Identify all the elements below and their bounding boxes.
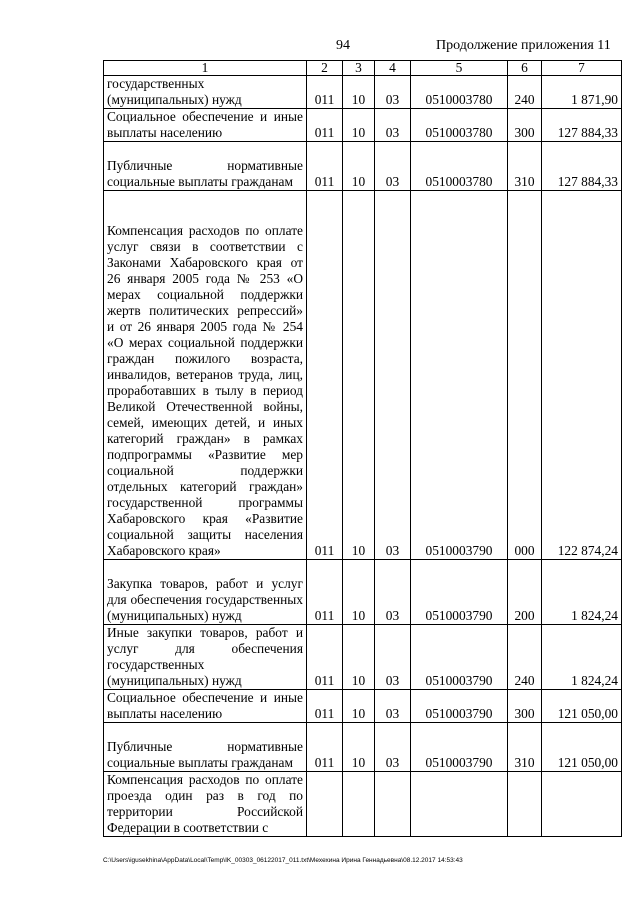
- expense-type-code: 000: [508, 191, 542, 560]
- amount: 122 874,24: [542, 191, 622, 560]
- target-code: 0510003780: [411, 76, 508, 109]
- table-row: [104, 76, 622, 109]
- continuation-label: Продолжение приложения 11: [436, 38, 611, 53]
- amount: 1 824,24: [542, 560, 622, 625]
- column-number-row: [104, 61, 622, 76]
- table-row: [104, 690, 622, 723]
- ministry-code: [307, 772, 343, 837]
- expense-type-code: 240: [508, 76, 542, 109]
- expense-type-code: 310: [508, 142, 542, 191]
- amount: [542, 772, 622, 837]
- expense-name: Закупка товаров, работ и услуг для обеспечения государственных (муниципальных) нужд: [104, 560, 307, 625]
- amount: 1 824,24: [542, 625, 622, 690]
- expense-name: Публичные нормативные социальные выплаты гражданам: [104, 723, 307, 772]
- subsection-code: 03: [375, 625, 411, 690]
- amount: 121 050,00: [542, 690, 622, 723]
- expense-name: государственных (муниципальных) нужд: [104, 76, 307, 109]
- section-code: 10: [343, 191, 375, 560]
- table-row: [104, 191, 622, 560]
- expense-type-code: 240: [508, 625, 542, 690]
- expense-type-code: 200: [508, 560, 542, 625]
- section-code: [343, 772, 375, 837]
- section-code: 10: [343, 142, 375, 191]
- amount: 1 871,90: [542, 76, 622, 109]
- table-row: [104, 142, 622, 191]
- expense-type-code: 300: [508, 690, 542, 723]
- column-number: 2: [307, 61, 343, 76]
- table-row: [104, 560, 622, 625]
- subsection-code: 03: [375, 723, 411, 772]
- target-code: 0510003790: [411, 560, 508, 625]
- ministry-code: 011: [307, 560, 343, 625]
- expense-type-code: [508, 772, 542, 837]
- target-code: 0510003790: [411, 723, 508, 772]
- expense-name: Иные закупки товаров, работ и услуг для обеспечения государственных (муниципальных) нужд: [104, 625, 307, 690]
- ministry-code: 011: [307, 142, 343, 191]
- expense-name: Компенсация расходов по оплате проезда один раз в год по территории Российской Федерации в соответствии с: [104, 772, 307, 837]
- subsection-code: [375, 772, 411, 837]
- section-code: 10: [343, 723, 375, 772]
- ministry-code: 011: [307, 625, 343, 690]
- table-row: [104, 772, 622, 837]
- expense-name: Социальное обеспечение и иные выплаты населению: [104, 109, 307, 142]
- subsection-code: 03: [375, 690, 411, 723]
- column-number: 1: [104, 61, 307, 76]
- ministry-code: 011: [307, 109, 343, 142]
- amount: 127 884,33: [542, 109, 622, 142]
- column-number: 5: [411, 61, 508, 76]
- section-code: 10: [343, 76, 375, 109]
- expense-name: Социальное обеспечение и иные выплаты населению: [104, 690, 307, 723]
- column-number: 6: [508, 61, 542, 76]
- expense-name: Компенсация расходов по оплате услуг связи в соответствии с Законами Хабаровского края от 26 января 2005 года № 253 «О мерах социальной поддержки жертв политических репрессий» и от 26 января 2005 года № 254 «О мерах социальной поддержки граждан пожилого возраста, инвалидов, ветеранов труда, лиц, проработавших в тылу в период Великой Отечественной войны, семей, имеющих детей, и иных категорий граждан» в рамках подпрограммы «Развитие мер социальной поддержки отдельных категорий граждан» государственной программы Хабаровского края «Развитие социальной защиты населения Хабаровского края»: [104, 191, 307, 560]
- budget-table: [103, 60, 622, 837]
- target-code: 0510003790: [411, 690, 508, 723]
- column-number: 7: [542, 61, 622, 76]
- table-row: [104, 625, 622, 690]
- target-code: 0510003790: [411, 625, 508, 690]
- subsection-code: 03: [375, 109, 411, 142]
- subsection-code: 03: [375, 76, 411, 109]
- subsection-code: 03: [375, 191, 411, 560]
- target-code: [411, 772, 508, 837]
- table-row: [104, 723, 622, 772]
- expense-type-code: 300: [508, 109, 542, 142]
- amount: 121 050,00: [542, 723, 622, 772]
- expense-name: Публичные нормативные социальные выплаты гражданам: [104, 142, 307, 191]
- amount: 127 884,33: [542, 142, 622, 191]
- target-code: 0510003780: [411, 109, 508, 142]
- section-code: 10: [343, 109, 375, 142]
- section-code: 10: [343, 625, 375, 690]
- ministry-code: 011: [307, 723, 343, 772]
- section-code: 10: [343, 560, 375, 625]
- ministry-code: 011: [307, 191, 343, 560]
- expense-type-code: 310: [508, 723, 542, 772]
- subsection-code: 03: [375, 142, 411, 191]
- target-code: 0510003790: [411, 191, 508, 560]
- ministry-code: 011: [307, 76, 343, 109]
- table-row: [104, 109, 622, 142]
- target-code: 0510003780: [411, 142, 508, 191]
- page-number: 94: [336, 38, 350, 53]
- ministry-code: 011: [307, 690, 343, 723]
- file-path-footer: C:\Users\igusekhina\AppData\Local\Temp\IK_00303_06122017_011.txt\Мехехина Ирина Геннадьевна\08.12.2017 14:53:43: [103, 857, 463, 864]
- section-code: 10: [343, 690, 375, 723]
- subsection-code: 03: [375, 560, 411, 625]
- column-number: 3: [343, 61, 375, 76]
- column-number: 4: [375, 61, 411, 76]
